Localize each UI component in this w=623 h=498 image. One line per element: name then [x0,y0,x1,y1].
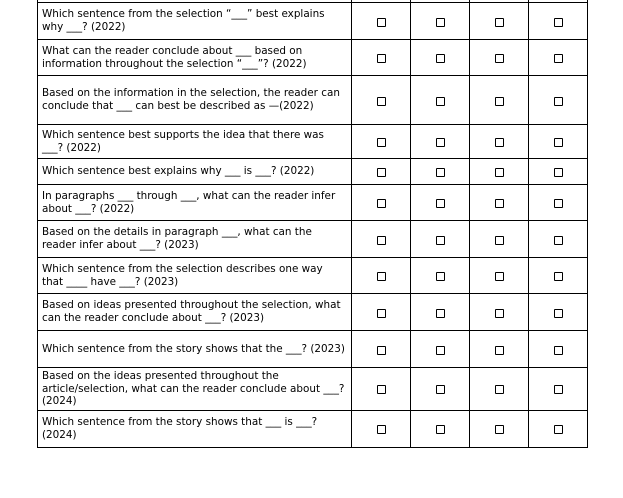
checkbox-cell [411,159,470,185]
checkbox-cell [352,125,411,159]
checkbox[interactable] [377,199,386,208]
table-row [38,258,588,294]
checkbox[interactable] [436,199,445,208]
question-text: Which sentence from the story shows that ___ is ___? (2024) [38,410,352,447]
checkbox[interactable] [436,272,445,281]
table-row [38,294,588,331]
checkbox[interactable] [436,54,445,63]
checkbox[interactable] [377,272,386,281]
checkbox-cell [470,410,529,447]
checkbox-cell [352,221,411,258]
checkbox[interactable] [436,309,445,318]
checkbox[interactable] [495,199,504,208]
checkbox[interactable] [554,309,563,318]
checkbox-cell [529,331,588,368]
checkbox-cell [470,258,529,294]
checkbox-cell [529,76,588,125]
table-row [38,185,588,221]
question-text: Based on the details in paragraph ___, what can the reader infer about ___? (2023) [38,221,352,258]
table-row [38,368,588,411]
checkbox[interactable] [495,385,504,394]
table-row [38,221,588,258]
checkbox[interactable] [377,236,386,245]
checkbox-cell [352,159,411,185]
checkbox[interactable] [554,54,563,63]
checkbox[interactable] [377,168,386,177]
checkbox[interactable] [554,236,563,245]
question-text: Based on the ideas presented throughout the article/selection, what can the reader conclude about ___? (2024) [38,368,352,411]
checkbox[interactable] [495,18,504,27]
checkbox[interactable] [495,97,504,106]
checkbox-cell [470,185,529,221]
checkbox-cell [352,185,411,221]
checkbox[interactable] [495,236,504,245]
checkbox-cell [529,294,588,331]
table-row [38,125,588,159]
checkbox[interactable] [377,309,386,318]
checkbox-cell [529,185,588,221]
checkbox[interactable] [436,138,445,147]
question-text: What can the reader conclude about ___ based on information throughout the selection “___”? (2022) [38,40,352,76]
checkbox[interactable] [554,425,563,434]
checkbox-cell [470,159,529,185]
question-text: Which sentence from the selection “___” best explains why ___? (2022) [38,3,352,40]
checkbox[interactable] [377,97,386,106]
table-row [38,331,588,368]
checkbox-cell [352,368,411,411]
checkbox-cell [411,185,470,221]
checkbox[interactable] [436,425,445,434]
checkbox[interactable] [377,54,386,63]
checkbox-cell [411,40,470,76]
checkbox-cell [470,125,529,159]
checkbox-cell [529,125,588,159]
checkbox[interactable] [554,199,563,208]
checkbox[interactable] [495,309,504,318]
checkbox-cell [529,3,588,40]
checkbox-cell [352,40,411,76]
checkbox-cell [352,410,411,447]
question-text: Which sentence best explains why ___ is ___? (2022) [38,159,352,185]
checkbox[interactable] [554,346,563,355]
checkbox[interactable] [436,168,445,177]
checkbox[interactable] [495,168,504,177]
checkbox[interactable] [495,272,504,281]
checkbox[interactable] [436,236,445,245]
checkbox-cell [470,3,529,40]
checkbox-cell [529,410,588,447]
checkbox[interactable] [554,18,563,27]
checkbox-cell [470,368,529,411]
checkbox-cell [411,410,470,447]
checkbox[interactable] [495,425,504,434]
table-row [38,410,588,447]
checkbox[interactable] [554,97,563,106]
checkbox-cell [470,331,529,368]
checkbox[interactable] [436,18,445,27]
question-text: Based on the information in the selection, the reader can conclude that ___ can best be described as —(2022) [38,76,352,125]
checkbox-cell [529,221,588,258]
question-text: Which sentence from the story shows that the ___? (2023) [38,331,352,368]
checkbox-cell [411,221,470,258]
checkbox[interactable] [377,138,386,147]
checkbox-cell [411,258,470,294]
checkbox-cell [529,40,588,76]
checkbox-cell [352,76,411,125]
checkbox-cell [411,3,470,40]
checkbox-cell [411,76,470,125]
checkbox[interactable] [436,385,445,394]
checkbox-cell [352,294,411,331]
checkbox-cell [470,40,529,76]
checkbox-cell [470,294,529,331]
question-sheet [37,0,588,448]
checkbox[interactable] [377,425,386,434]
checkbox-cell [470,76,529,125]
checkbox-cell [352,258,411,294]
question-text: In paragraphs ___ through ___, what can the reader infer about ___? (2022) [38,185,352,221]
checkbox[interactable] [377,18,386,27]
checkbox[interactable] [495,346,504,355]
checkbox[interactable] [495,54,504,63]
checkbox[interactable] [436,346,445,355]
table-row [38,159,588,185]
question-text: Which sentence best supports the idea that there was ___? (2022) [38,125,352,159]
checkbox[interactable] [436,97,445,106]
checkbox-cell [411,368,470,411]
table-row [38,76,588,125]
checkbox-cell [411,331,470,368]
checkbox[interactable] [495,138,504,147]
checkbox[interactable] [554,138,563,147]
checkbox-cell [352,3,411,40]
checkbox[interactable] [554,168,563,177]
checkbox[interactable] [554,272,563,281]
table-row [38,3,588,40]
question-text: Based on ideas presented throughout the selection, what can the reader conclude about ___? (2023) [38,294,352,331]
table-row [38,40,588,76]
checkbox-cell [470,221,529,258]
checkbox[interactable] [377,346,386,355]
checkbox[interactable] [377,385,386,394]
checkbox-cell [529,159,588,185]
checkbox-cell [352,331,411,368]
checkbox-cell [529,368,588,411]
checkbox-cell [529,258,588,294]
checkbox[interactable] [554,385,563,394]
question-checklist-table [37,0,588,448]
checkbox-cell [411,294,470,331]
checkbox-cell [411,125,470,159]
question-text: Which sentence from the selection describes one way that ____ have ___? (2023) [38,258,352,294]
